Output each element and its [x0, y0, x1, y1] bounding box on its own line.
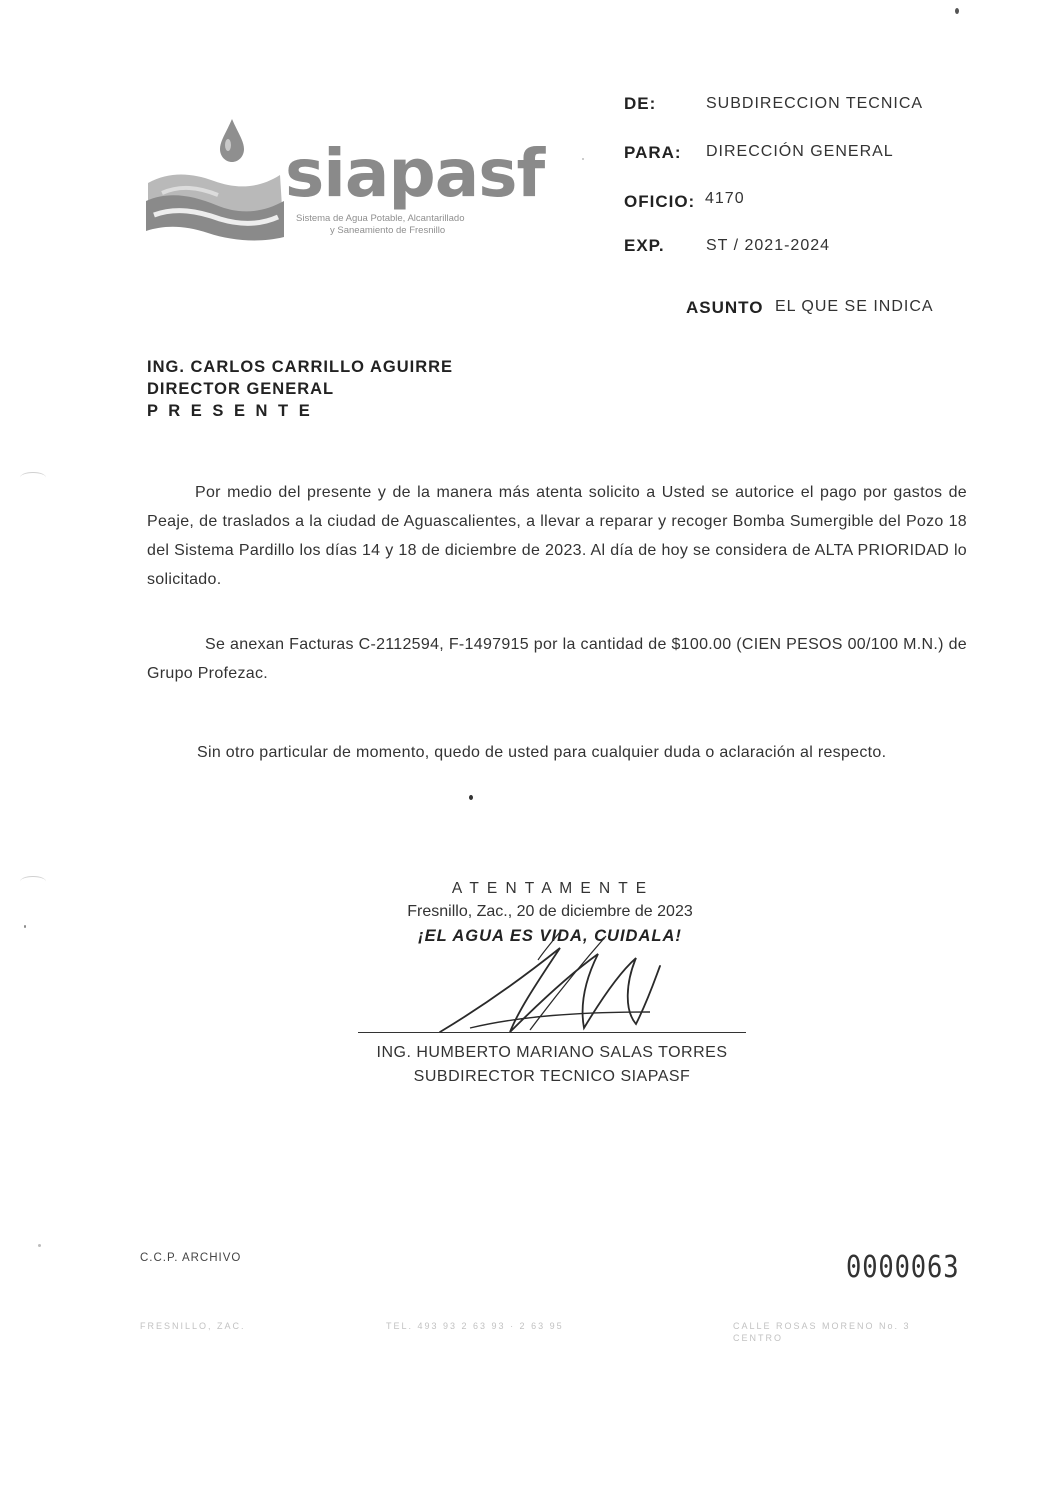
logo-subtitle-line1: Sistema de Agua Potable, Alcantarillado [296, 213, 465, 224]
signer-title: SUBDIRECTOR TECNICO SIAPASF [413, 1068, 691, 1085]
oficio-value: 4170 [705, 190, 745, 207]
ccp-archivo: C.C.P. ARCHIVO [140, 1252, 242, 1264]
exp-value: ST / 2021-2024 [706, 237, 831, 254]
scan-edge-mark [20, 876, 46, 887]
footer-phone: TEL. 493 93 2 63 93 · 2 63 95 [386, 1321, 564, 1331]
addressee-title: DIRECTOR GENERAL [147, 380, 335, 398]
de-label: DE: [624, 94, 657, 113]
scan-speck [955, 8, 959, 14]
closing-motto: ¡EL AGUA ES VIDA, CUIDALA! [418, 927, 682, 945]
signature-line [358, 1032, 746, 1033]
de-value: SUBDIRECCION TECNICA [706, 95, 924, 112]
body-paragraph-1: Por medio del presente y de la manera más atenta solicito a Usted se autorice el pago por gastos de Peaje, de traslados a la ciudad de Aguascalientes, a llevar a reparar y recoger Bomba Sumergible del Pozo 18 del Sistema Pardillo los días 14 y 18 de diciembre de 2023. Al día de hoy se considera de ALTA PRIORIDAD lo solicitado. [147, 484, 967, 588]
closing-atentamente: A T E N T A M E N T E [451, 880, 649, 897]
logo-wordmark: siapasf [285, 135, 545, 212]
asunto-value: EL QUE SE INDICA [775, 298, 934, 315]
oficio-label: OFICIO: [624, 192, 696, 211]
closing-place-date: Fresnillo, Zac., 20 de diciembre de 2023 [407, 903, 693, 920]
folio-number: 0000063 [846, 1250, 960, 1285]
para-value: DIRECCIÓN GENERAL [706, 143, 894, 160]
para-label: PARA: [624, 143, 682, 162]
asunto-label: ASUNTO [686, 298, 764, 317]
scan-speck [24, 925, 26, 928]
signer-name: ING. HUMBERTO MARIANO SALAS TORRES [376, 1044, 728, 1061]
addressee-name: ING. CARLOS CARRILLO AGUIRRE [147, 358, 454, 376]
water-drop-landscape-icon [140, 115, 290, 245]
addressee-block [147, 356, 453, 422]
footer-address-line2: CENTRO [733, 1333, 783, 1343]
body-paragraph-3: Sin otro particular de momento, quedo de usted para cualquier duda o aclaración al respecto. [197, 744, 887, 761]
scan-speck [582, 158, 584, 160]
logo-subtitle-line2: y Saneamiento de Fresnillo [330, 225, 446, 236]
body-paragraph-2: Se anexan Facturas C-2112594, F-1497915 por la cantidad de $100.00 (CIEN PESOS 00/100 M.N.) de Grupo Profezac. [147, 636, 967, 682]
addressee-presente: P R E S E N T E [147, 402, 313, 420]
siapasf-logo [140, 115, 545, 255]
scan-speck [38, 1244, 41, 1247]
handwritten-signature [410, 920, 710, 1040]
footer-city: FRESNILLO, ZAC. [140, 1321, 246, 1331]
scan-speck [469, 795, 473, 800]
footer-address-line1: CALLE ROSAS MORENO No. 3 [733, 1321, 911, 1331]
scan-edge-mark [20, 472, 46, 483]
exp-label: EXP. [624, 236, 665, 255]
